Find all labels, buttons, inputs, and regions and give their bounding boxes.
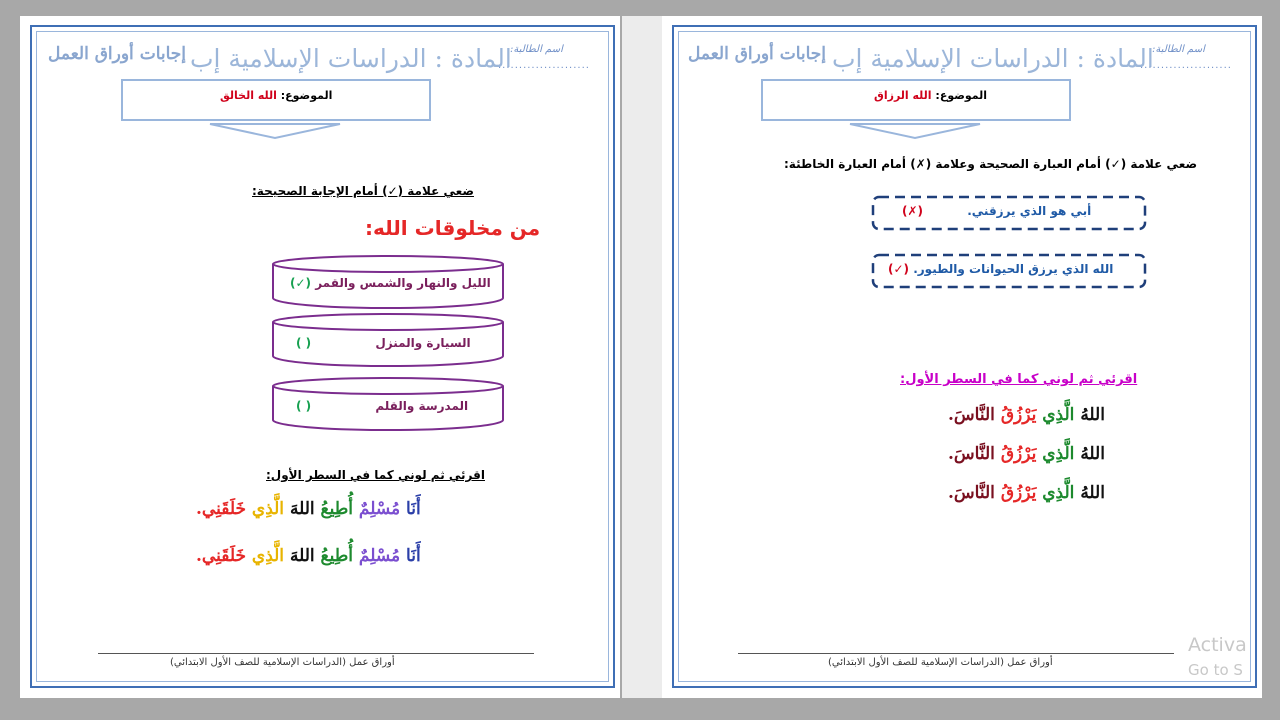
word-alladhi: الَّذِي xyxy=(1042,483,1075,503)
word-yarzuqu: يَرْزُقُ xyxy=(1000,405,1037,425)
word-annas: النَّاسَ. xyxy=(948,405,995,425)
check-instruction: ضعي علامة (✓) أمام العبارة الصحيحة وعلامة (✗) أمام العبارة الخاطئة: xyxy=(784,157,1198,171)
word-annas: النَّاسَ. xyxy=(948,444,995,464)
topic-value: الله الخالق xyxy=(220,89,277,102)
statement-2-mark: (✓) xyxy=(888,262,910,276)
word-alladhi: الَّذِي xyxy=(251,499,285,519)
phrase-line-3 xyxy=(948,483,1105,503)
word-alladhi: الَّذِي xyxy=(251,546,285,566)
word-ana: أَنَا xyxy=(406,499,421,519)
word-yarzuqu: يَرْزُقُ xyxy=(1000,483,1037,503)
student-name-dots: ...................... xyxy=(498,60,590,71)
student-name-dots: ...................... xyxy=(1140,60,1232,71)
word-alladhi: الَّذِي xyxy=(1042,444,1075,464)
phrase-line-2 xyxy=(196,546,421,566)
answers-label: إجابات أوراق العمل xyxy=(688,44,827,64)
phrase-line-1 xyxy=(948,405,1105,425)
word-allah: اللهُ xyxy=(1080,405,1105,425)
statement-1-text: أبي هو الذي يرزقني. xyxy=(967,204,1092,218)
option-1-text: الليل والنهار والشمس والقمر xyxy=(315,276,491,290)
option-3-mark: ( ) xyxy=(296,399,312,413)
word-yarzuqu: يَرْزُقُ xyxy=(1000,444,1037,464)
footer-text: أوراق عمل (الدراسات الإسلامية للصف الأول الابتدائي) xyxy=(828,657,1053,668)
topic-line xyxy=(874,89,987,102)
option-1-mark: (✓) xyxy=(290,276,312,290)
worksheet-page-left xyxy=(20,16,620,698)
phrase-line-1 xyxy=(196,499,421,519)
worksheet-page-right xyxy=(662,16,1262,698)
activation-watermark-line1: Activa xyxy=(1188,634,1247,656)
trace-instruction: اقرئي ثم لوني كما في السطر الأول: xyxy=(266,468,485,482)
word-khalaqani: خَلَقَنِي. xyxy=(196,546,246,566)
option-2-text: السيارة والمنزل xyxy=(375,336,471,350)
answers-label: إجابات أوراق العمل xyxy=(48,44,187,64)
check-instruction: ضعي علامة (✓) أمام الإجابة الصحيحة: xyxy=(252,184,474,198)
student-name-label: اسم الطالبة: xyxy=(510,44,563,55)
phrase-line-2 xyxy=(948,444,1105,464)
footer-rule xyxy=(738,653,1174,654)
topic-label: الموضوع: xyxy=(935,89,988,102)
word-allah: اللهُ xyxy=(1080,444,1105,464)
word-allah: اللهَ xyxy=(289,546,315,566)
word-annas: النَّاسَ. xyxy=(948,483,995,503)
student-name-label: اسم الطالبة: xyxy=(1152,44,1205,55)
word-muslim: مُسْلِمٌ xyxy=(358,499,401,519)
statement-2-text: الله الذي يرزق الحيوانات والطيور. xyxy=(913,262,1114,276)
word-khalaqani: خَلَقَنِي. xyxy=(196,499,246,519)
statement-1-mark: (✗) xyxy=(902,204,924,218)
option-1 xyxy=(290,276,491,290)
footer-text: أوراق عمل (الدراسات الإسلامية للصف الأول الابتدائي) xyxy=(170,657,395,668)
subject-title: المادة : الدراسات الإسلامية إب xyxy=(190,44,512,73)
topic-value: الله الرزاق xyxy=(874,89,932,102)
word-utiu: أُطِيعُ xyxy=(320,499,353,519)
topic-label: الموضوع: xyxy=(280,89,333,102)
activation-watermark-line2: Go to S xyxy=(1188,661,1243,679)
footer-rule xyxy=(98,653,534,654)
page-gap xyxy=(622,16,662,698)
option-3-text: المدرسة والقلم xyxy=(375,399,469,413)
trace-instruction: اقرئي ثم لوني كما في السطر الأول: xyxy=(900,372,1138,387)
word-allah: اللهَ xyxy=(289,499,315,519)
word-alladhi: الَّذِي xyxy=(1042,405,1075,425)
option-2-mark: ( ) xyxy=(296,336,312,350)
statement-1 xyxy=(902,204,1091,218)
word-ana: أَنَا xyxy=(406,546,421,566)
option-3 xyxy=(296,399,468,413)
word-muslim: مُسْلِمٌ xyxy=(358,546,401,566)
subject-title: المادة : الدراسات الإسلامية إب xyxy=(832,44,1154,73)
statement-2 xyxy=(888,262,1113,276)
creations-heading: من مخلوقات الله: xyxy=(365,216,541,240)
word-allah: اللهُ xyxy=(1080,483,1105,503)
topic-line xyxy=(220,89,332,102)
option-2 xyxy=(296,336,471,350)
word-utiu: أُطِيعُ xyxy=(320,546,353,566)
